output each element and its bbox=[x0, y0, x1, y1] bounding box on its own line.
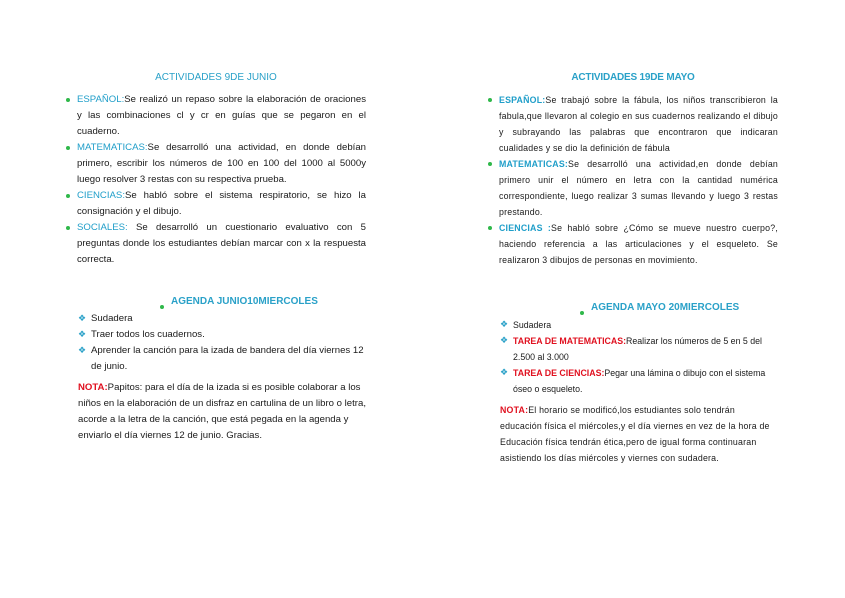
list-item bbox=[66, 311, 366, 327]
bullet-icon bbox=[66, 98, 70, 102]
bullet-icon bbox=[160, 305, 164, 309]
activity-text: Se desarrolló una actividad, en donde debían primero, escribir los números de 100 en 100 del 1000 al 5000y luego resolver 3 restas con su respectiva prueba. bbox=[77, 142, 366, 185]
list-item bbox=[66, 327, 366, 343]
diamond-bullet-icon: ❖ bbox=[500, 368, 509, 378]
bullet-icon bbox=[488, 98, 492, 102]
bullet-icon bbox=[66, 194, 70, 198]
note-text: Papitos: para el día de la izada si es posible colaborar a los niños en la elaboración de un disfraz en cartulina de un libro o letra, acorde a la letra de la canción, que está pegada en la agenda y enviarlo el día viernes 12 de junio. Gracias. bbox=[78, 382, 366, 441]
list-item bbox=[66, 92, 366, 140]
diamond-bullet-icon: ❖ bbox=[500, 320, 509, 330]
agenda-text: Pegar una lámina o dibujo con el sistema óseo o esqueleto. bbox=[513, 368, 766, 394]
list-item bbox=[488, 317, 778, 333]
bullet-icon bbox=[66, 226, 70, 230]
list-item bbox=[66, 140, 366, 188]
agenda-title-text: AGENDA MAYO 20MIERCOLES bbox=[591, 302, 740, 313]
left-column bbox=[66, 72, 366, 444]
left-agenda-title bbox=[66, 296, 366, 307]
activity-text: Se realizó un repaso sobre la elaboración de oraciones y las combinaciones cl y cr en guías que se pegaron en el cuaderno. bbox=[77, 94, 366, 137]
activity-text: Se trabajó sobre la fábula, los niños transcribieron la fabula,que llevaron al colegio en sus cuadernos realizando el dibujo y subrayando las palabras que encontraron que indicaran cualidades y se dio la definición de fábula bbox=[499, 95, 778, 153]
activity-text: Se desarrolló un cuestionario evaluativo con 5 preguntas donde los estudiantes debían marcar con x la respuesta correcta. bbox=[77, 222, 366, 265]
agenda-text: Sudadera bbox=[91, 313, 133, 324]
subject-label: ESPAÑOL: bbox=[499, 95, 546, 105]
list-item bbox=[488, 92, 778, 156]
right-title: ACTIVIDADES 19DE MAYO bbox=[571, 72, 695, 83]
subject-label: CIENCIAS: bbox=[77, 190, 125, 201]
list-item bbox=[488, 333, 778, 365]
list-item bbox=[66, 220, 366, 268]
agenda-label: TAREA DE CIENCIAS: bbox=[513, 368, 605, 378]
bullet-icon bbox=[488, 162, 492, 166]
list-item bbox=[66, 343, 366, 375]
list-item bbox=[66, 188, 366, 220]
agenda-text: Realizar los números de 5 en 5 del 2.500 al 3.000 bbox=[513, 336, 762, 362]
note-label: NOTA: bbox=[78, 382, 108, 393]
activity-text: Se desarrolló una actividad,en donde debían primero unir el número en letra con la cantidad numérica correspondiente, luego realizar 3 sumas llevando y luego 3 restas prestando. bbox=[499, 159, 778, 217]
diamond-bullet-icon: ❖ bbox=[78, 330, 87, 340]
list-item bbox=[488, 220, 778, 268]
list-item bbox=[488, 365, 778, 397]
note-text: El horario se modificó,los estudiantes solo tendrán educación física el miércoles,y el día viernes en vez de la hora de Educación física tendrán ética,pero de igual forma continuaran asistiendo los días miércoles y viernes con sudadera. bbox=[500, 405, 770, 463]
right-column bbox=[488, 72, 778, 466]
subject-label: MATEMATICAS: bbox=[499, 159, 569, 169]
agenda-title-text: AGENDA JUNIO10MIERCOLES bbox=[171, 296, 318, 307]
activity-text: Se habló sobre ¿Cómo se mueve nuestro cuerpo?, haciendo referencia a las articulaciones y el esqueleto. Se realizaron 3 dibujos de personas en movimiento. bbox=[499, 223, 778, 265]
left-activity-list bbox=[66, 92, 366, 268]
diamond-bullet-icon: ❖ bbox=[500, 336, 509, 346]
agenda-text: Traer todos los cuadernos. bbox=[91, 329, 205, 340]
bullet-icon bbox=[66, 146, 70, 150]
left-title: ACTIVIDADES 9DE JUNIO bbox=[155, 72, 277, 83]
left-agenda-list bbox=[66, 311, 366, 375]
diamond-bullet-icon: ❖ bbox=[78, 346, 87, 356]
agenda-label: TAREA DE MATEMATICAS: bbox=[513, 336, 627, 346]
agenda-text: Aprender la canción para la izada de bandera del día viernes 12 de junio. bbox=[91, 345, 364, 372]
subject-label: MATEMATICAS: bbox=[77, 142, 148, 153]
subject-label: SOCIALES: bbox=[77, 222, 128, 233]
note-label: NOTA: bbox=[500, 405, 529, 415]
list-item bbox=[488, 156, 778, 220]
diamond-bullet-icon: ❖ bbox=[78, 314, 87, 324]
left-note bbox=[66, 380, 366, 444]
agenda-text: Sudadera bbox=[513, 320, 552, 330]
subject-label: CIENCIAS : bbox=[499, 223, 552, 233]
right-activity-list bbox=[488, 92, 778, 268]
subject-label: ESPAÑOL: bbox=[77, 94, 125, 105]
right-agenda-list bbox=[488, 317, 778, 397]
right-agenda-title bbox=[488, 302, 778, 313]
right-note bbox=[488, 402, 778, 466]
bullet-icon bbox=[488, 226, 492, 230]
activity-text: Se habló sobre el sistema respiratorio, se hizo la consignación y el dibujo. bbox=[77, 190, 366, 217]
bullet-icon bbox=[580, 311, 584, 315]
